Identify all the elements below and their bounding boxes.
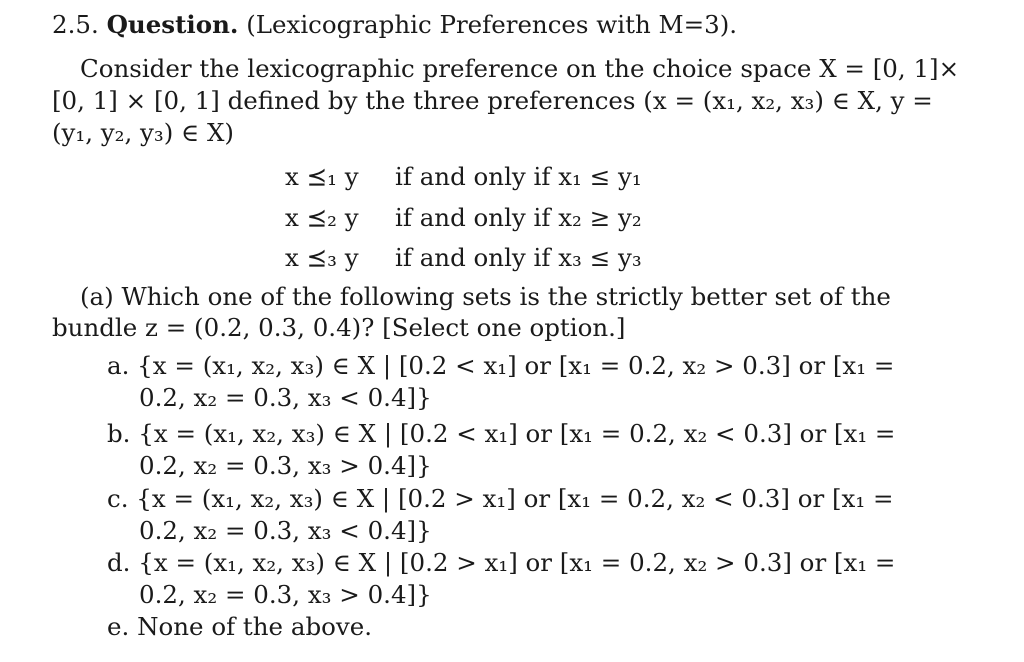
question-label: Question. [106, 10, 239, 39]
intro-line-3: (y₁, y₂, y₃) ∈ X) [52, 118, 234, 147]
question-line-2: bundle z = (0.2, 0.3, 0.4)? [Select one option.] [52, 313, 626, 342]
preference-3-lhs: x ⪯₃ y [285, 243, 359, 272]
preference-1 [285, 162, 642, 192]
preference-2-rhs: if and only if x₂ ≥ y₂ [395, 203, 642, 232]
option-a[interactable]: a. {x = (x₁, x₂, x₃) ∈ X | [0.2 < x₁] or [x₁ = 0.2, x₂ > 0.3] or [x₁ = [107, 351, 895, 380]
option-b[interactable]: b. {x = (x₁, x₂, x₃) ∈ X | [0.2 < x₁] or [x₁ = 0.2, x₂ < 0.3] or [x₁ = [107, 419, 896, 448]
option-c[interactable]: c. {x = (x₁, x₂, x₃) ∈ X | [0.2 > x₁] or [x₁ = 0.2, x₂ < 0.3] or [x₁ = [107, 484, 894, 513]
option-a-continuation[interactable]: 0.2, x₂ = 0.3, x₃ < 0.4]} [139, 383, 432, 412]
option-d-continuation[interactable]: 0.2, x₂ = 0.3, x₃ > 0.4]} [139, 580, 432, 609]
preference-3-rhs: if and only if x₃ ≤ y₃ [395, 243, 642, 272]
intro-line-2: [0, 1] × [0, 1] defined by the three preferences (x = (x₁, x₂, x₃) ∈ X, y = [52, 86, 933, 115]
preference-2 [285, 203, 642, 233]
question-heading [52, 10, 737, 40]
preference-1-lhs: x ⪯₁ y [285, 162, 359, 191]
preference-1-rhs: if and only if x₁ ≤ y₁ [395, 162, 642, 191]
preference-3 [285, 243, 642, 273]
option-d[interactable]: d. {x = (x₁, x₂, x₃) ∈ X | [0.2 > x₁] or [x₁ = 0.2, x₂ > 0.3] or [x₁ = [107, 548, 896, 577]
intro-line-1: Consider the lexicographic preference on the choice space X = [0, 1]× [80, 54, 960, 83]
option-e[interactable]: e. None of the above. [107, 612, 373, 641]
question-number: 2.5. [52, 10, 99, 39]
preference-2-lhs: x ⪯₂ y [285, 203, 359, 232]
option-b-continuation[interactable]: 0.2, x₂ = 0.3, x₃ > 0.4]} [139, 451, 432, 480]
question-title: (Lexicographic Preferences with M=3). [246, 10, 738, 39]
question-line-1: (a) Which one of the following sets is the strictly better set of the [80, 282, 891, 311]
option-c-continuation[interactable]: 0.2, x₂ = 0.3, x₃ < 0.4]} [139, 516, 432, 545]
